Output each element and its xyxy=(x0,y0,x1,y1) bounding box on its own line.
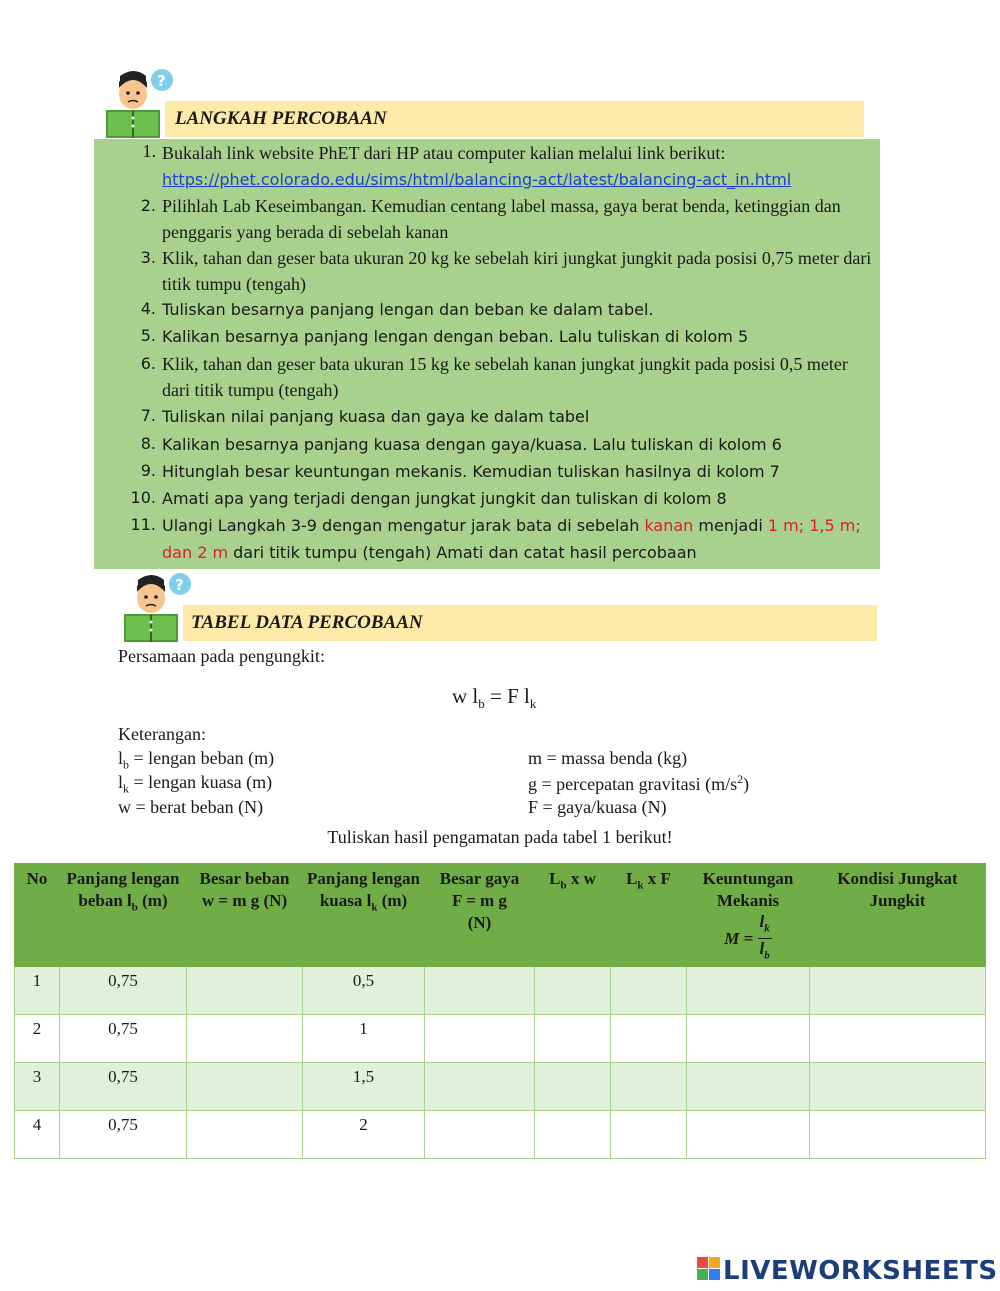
section-header-table xyxy=(183,605,877,641)
cell-effort-arm: 1 xyxy=(303,1014,425,1062)
step-number: 6. xyxy=(140,354,156,373)
cell-lbw-input[interactable] xyxy=(535,1062,611,1110)
legend-m: m = massa benda (kg) xyxy=(528,748,688,768)
cell-no: 4 xyxy=(15,1110,60,1158)
cell-load-input[interactable] xyxy=(187,1062,303,1110)
step-number: 1. xyxy=(142,141,156,161)
liveworksheets-logo: LIVEWORKSHEETS xyxy=(697,1257,998,1285)
cell-force-input[interactable] xyxy=(425,1110,535,1158)
section-title: TABEL DATA PERCOBAAN xyxy=(191,612,423,633)
step-text: Pilihlah Lab Keseimbangan. Kemudian centang label massa, gaya berat benda, ketinggian dan penggaris yang berada di sebelah kanan xyxy=(162,196,841,242)
cell-force-input[interactable] xyxy=(425,1014,535,1062)
step-text: Ulangi Langkah 3-9 dengan mengatur jarak bata di sebelah kanan menjadi 1 m; 1,5 m; dan 2 m dari titik tumpu (tengah) Amati dan catat hasil percobaan xyxy=(162,516,861,562)
cell-condition-input[interactable] xyxy=(810,1062,986,1110)
step-text: Bukalah link website PhET dari HP atau computer kalian melalui link berikut: xyxy=(162,143,726,163)
cell-force-input[interactable] xyxy=(425,966,535,1014)
step-text: Tuliskan besarnya panjang lengan dan beban ke dalam tabel. xyxy=(162,300,654,319)
step-number: 10. xyxy=(130,488,156,507)
svg-text:?: ? xyxy=(157,72,166,90)
cell-load-arm: 0,75 xyxy=(60,1062,187,1110)
steps-panel xyxy=(94,139,880,569)
cell-load-input[interactable] xyxy=(187,1014,303,1062)
phet-link[interactable]: https://phet.colorado.edu/sims/html/balancing-act/latest/balancing-act_in.html xyxy=(162,170,792,189)
svg-text:?: ? xyxy=(175,576,184,594)
cell-effort-arm: 2 xyxy=(303,1110,425,1158)
col-header-effort-arm: Panjang lengan kuasa $l_k$ (m) xyxy=(303,864,425,967)
table-row xyxy=(15,1014,986,1062)
col-header-mechanical-advantage: Keuntungan Mekanis M = $\frac{l_k}{l_b}$ xyxy=(687,864,810,967)
step-number: 9. xyxy=(140,461,156,480)
table-row xyxy=(15,1062,986,1110)
table-row xyxy=(15,966,986,1014)
cell-lbw-input[interactable] xyxy=(535,966,611,1014)
step-text: Kalikan besarnya panjang kuasa dengan gaya/kuasa. Lalu tuliskan di kolom 6 xyxy=(162,435,782,454)
step-number: 11. xyxy=(130,515,156,534)
legend-lb: $l_b$ = lengan beban (m) xyxy=(118,748,275,772)
col-header-no: No xyxy=(15,864,60,967)
cell-effort-arm: 0,5 xyxy=(303,966,425,1014)
cell-force-input[interactable] xyxy=(425,1062,535,1110)
cell-condition-input[interactable] xyxy=(810,1014,986,1062)
lever-equation: w $l_b = F$ $l_k$ xyxy=(452,684,537,712)
cell-condition-input[interactable] xyxy=(810,1110,986,1158)
cell-lkf-input[interactable] xyxy=(611,1014,687,1062)
step-number: 4. xyxy=(140,299,156,318)
cell-load-arm: 0,75 xyxy=(60,966,187,1014)
cell-condition-input[interactable] xyxy=(810,966,986,1014)
legend-lk: $l_k$ = lengan kuasa (m) xyxy=(118,772,273,796)
cell-no: 3 xyxy=(15,1062,60,1110)
legend-w: w = berat beban (N) xyxy=(118,797,264,817)
table-row xyxy=(15,1110,986,1158)
cell-ma-input[interactable] xyxy=(687,1062,810,1110)
step-number: 2. xyxy=(140,196,156,215)
step-text: Klik, tahan dan geser bata ukuran 15 kg ke sebelah kanan jungkat jungkit pada posisi 0,5 meter dari titik tumpu (tengah) xyxy=(162,354,848,400)
step-number: 8. xyxy=(140,434,156,453)
legend-g: g = percepatan gravitasi $(m/s^2)$ xyxy=(528,772,750,794)
cell-lkf-input[interactable] xyxy=(611,1110,687,1158)
data-table xyxy=(14,863,986,1159)
cell-no: 1 xyxy=(15,966,60,1014)
section-header-steps xyxy=(165,101,864,137)
legend-heading: Keterangan: xyxy=(118,724,206,744)
step-text: Hitunglah besar keuntungan mekanis. Kemudian tuliskan hasilnya di kolom 7 xyxy=(162,462,780,481)
cell-lbw-input[interactable] xyxy=(535,1110,611,1158)
col-header-load: Besar beban w = m g (N) xyxy=(187,864,303,967)
ma-fraction: $\frac{l_k}{l_b}$ xyxy=(759,912,770,962)
cell-ma-input[interactable] xyxy=(687,966,810,1014)
logo-blocks-icon xyxy=(697,1257,721,1281)
step-text: Tuliskan nilai panjang kuasa dan gaya ke dalam tabel xyxy=(162,407,590,426)
cell-no: 2 xyxy=(15,1014,60,1062)
cell-load-input[interactable] xyxy=(187,1110,303,1158)
step-text: Amati apa yang terjadi dengan jungkat jungkit dan tuliskan di kolom 8 xyxy=(162,489,727,508)
table-instruction: Tuliskan hasil pengamatan pada tabel 1 berikut! xyxy=(327,827,673,847)
cell-effort-arm: 1,5 xyxy=(303,1062,425,1110)
step-number: 5. xyxy=(140,326,156,345)
step-text: Klik, tahan dan geser bata ukuran 20 kg ke sebelah kiri jungkat jungkit pada posisi 0,75 meter dari titik tumpu (tengah) xyxy=(162,248,872,294)
cell-lkf-input[interactable] xyxy=(611,966,687,1014)
step-number: 7. xyxy=(140,406,156,425)
cell-ma-input[interactable] xyxy=(687,1110,810,1158)
cell-lbw-input[interactable] xyxy=(535,1014,611,1062)
step-text: Kalikan besarnya panjang lengan dengan beban. Lalu tuliskan di kolom 5 xyxy=(162,327,749,346)
cell-lkf-input[interactable] xyxy=(611,1062,687,1110)
cell-ma-input[interactable] xyxy=(687,1014,810,1062)
col-header-lb-w: $L_b$ x w xyxy=(535,864,611,967)
col-header-load-arm: Panjang lengan beban $l_b$ (m) xyxy=(60,864,187,967)
section-title: LANGKAH PERCOBAAN xyxy=(175,108,387,129)
cell-load-arm: 0,75 xyxy=(60,1014,187,1062)
step-number: 3. xyxy=(140,248,156,267)
col-header-force: Besar gaya F = m g (N) xyxy=(425,864,535,967)
equation-intro: Persamaan pada pengungkit: xyxy=(118,646,325,666)
col-header-lk-f: $L_k$ x F xyxy=(611,864,687,967)
cell-load-input[interactable] xyxy=(187,966,303,1014)
col-header-condition: Kondisi Jungkat Jungkit xyxy=(810,864,986,967)
table-header-row xyxy=(15,864,986,967)
cell-load-arm: 0,75 xyxy=(60,1110,187,1158)
legend-F: F = gaya/kuasa (N) xyxy=(528,797,667,817)
